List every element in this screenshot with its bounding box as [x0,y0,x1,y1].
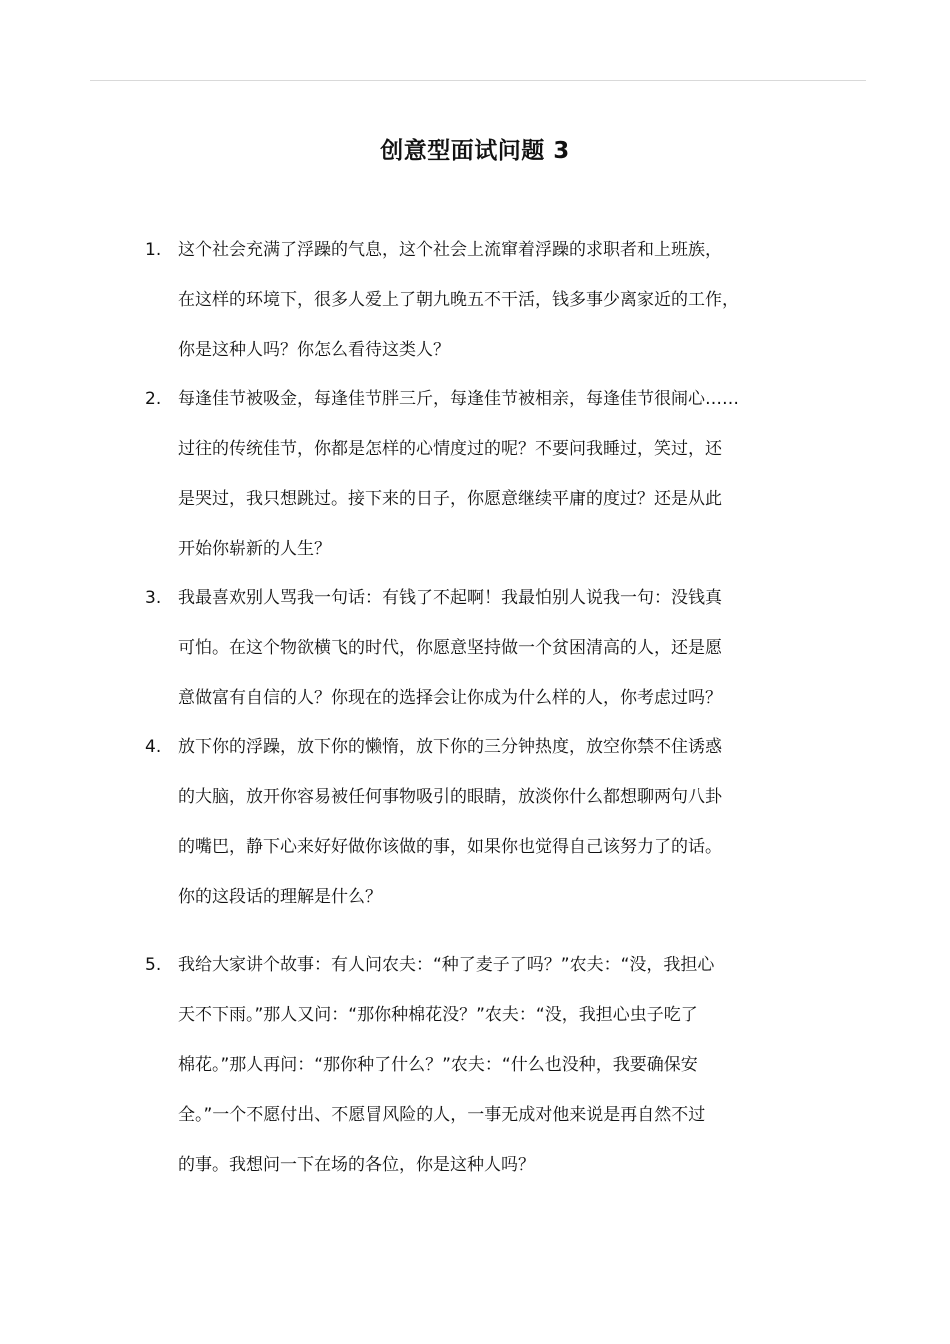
list-item-number: 4. [145,737,162,757]
text-line: 在这样的环境下，很多人爱上了朝九晚五不干活，钱多事少离家近的工作， [178,290,739,310]
text-line: 过往的传统佳节，你都是怎样的心情度过的呢？不要问我睡过，笑过，还 [178,439,722,459]
text-line: 天不下雨。”那人又问：“那你种棉花没？”农夫：“没，我担心虫子吃了 [178,1005,698,1025]
text-line: 的大脑，放开你容易被任何事物吸引的眼睛，放淡你什么都想聊两句八卦 [178,787,722,807]
text-line: 全。”一个不愿付出、不愿冒风险的人，一事无成对他来说是再自然不过 [178,1105,706,1125]
text-line: 这个社会充满了浮躁的气息，这个社会上流窜着浮躁的求职者和上班族， [178,240,722,260]
text-line: 你是这种人吗？你怎么看待这类人？ [178,340,450,360]
list-item-text [178,722,818,922]
text-line: 我给大家讲个故事：有人问农夫：“种了麦子了吗？”农夫：“没，我担心 [178,955,715,975]
text-line: 的事。我想问一下在场的各位，你是这种人吗？ [178,1155,535,1175]
text-line: 每逢佳节被吸金，每逢佳节胖三斤，每逢佳节被相亲，每逢佳节很闹心…… [178,389,739,409]
text-line: 棉花。”那人再问：“那你种了什么？”农夫：“什么也没种，我要确保安 [178,1055,698,1075]
text-line: 我最喜欢别人骂我一句话：有钱了不起啊！我最怕别人说我一句：没钱真 [178,588,722,608]
text-line: 你的这段话的理解是什么？ [178,887,382,907]
list-item-text [178,940,818,1190]
list-item-text [178,225,818,375]
text-line: 开始你崭新的人生？ [178,539,331,559]
text-line: 可怕。在这个物欲横飞的时代，你愿意坚持做一个贫困清高的人，还是愿 [178,638,722,658]
header-rule [90,80,866,81]
list-item-number: 3. [145,588,162,608]
list-item-number: 1. [145,240,162,260]
page-title: 创意型面试问题 3 [380,138,570,164]
text-line: 是哭过，我只想跳过。接下来的日子，你愿意继续平庸的度过？还是从此 [178,489,722,509]
list-item-number: 2. [145,389,162,409]
text-line: 放下你的浮躁，放下你的懒惰，放下你的三分钟热度，放空你禁不住诱惑 [178,737,722,757]
list-item-text [178,374,818,574]
text-line: 意做富有自信的人？你现在的选择会让你成为什么样的人，你考虑过吗？ [178,688,722,708]
list-item-number: 5. [145,955,162,975]
list-item-text [178,573,818,723]
text-line: 的嘴巴，静下心来好好做你该做的事，如果你也觉得自己该努力了的话。 [178,837,722,857]
